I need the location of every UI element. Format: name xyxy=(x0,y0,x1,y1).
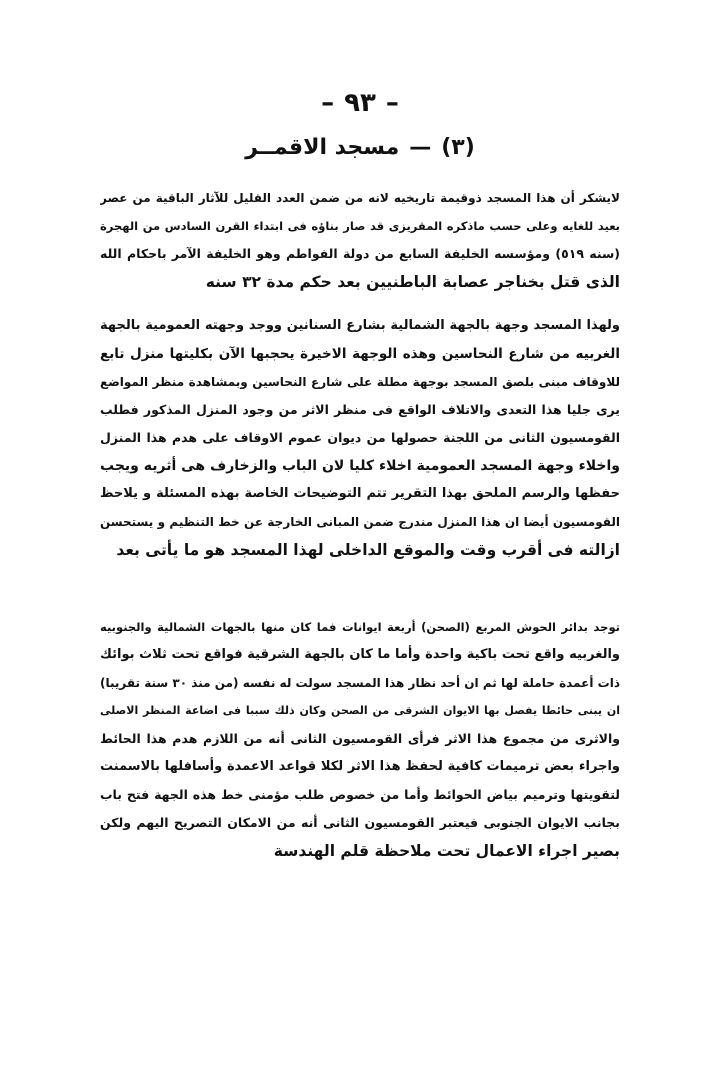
paragraph-line: للاوقاف مبنى بلصق المسجد بوجهة مطلة على شارع النحاسين وبمشاهدة منظر المواضع xyxy=(100,375,620,389)
paragraph-line: والغربيه واقع تحت باكية واحدة وأما ما كان بالجهة الشرقية فواقع تحت ثلاث بوائك xyxy=(100,647,620,662)
page-number xyxy=(0,88,720,118)
paragraph-line: لايشكر أن هذا المسجد ذوقيمة تاريخيه لانه من ضمن العدد القليل للآثار الباقية من عصر xyxy=(100,191,620,205)
paragraph-line: ولهذا المسجد وجهة بالجهة الشمالية بشارع السنانين ووجد وجهته العمومية بالجهة xyxy=(100,318,620,333)
paragraph-line: بعيد للغايه وعلى حسب ماذكره المقريزى قد صار بناؤه فى ابتداء القرن السادس من الهجرة xyxy=(100,219,620,233)
paragraph-line: ازالته فى أقرب وقت والموقع الداخلى لهذا المسجد هو ما يأتى بعد xyxy=(116,541,620,559)
paragraph-line: واجراء بعض ترميمات كافية لحفظ هذا الاثر لكلا قواعد الاعمدة وأسافلها بالاسمنت xyxy=(100,759,620,774)
paragraph-line: بجانب الايوان الجنوبى فيعتبر القومسيون الثانى أنه من الامكان التصريح اليهم ولكن xyxy=(100,815,620,830)
paragraph-3 xyxy=(100,613,620,865)
paragraph-line: القومسيون أيضا ان هذا المنزل مندرج ضمن المبانى الخارجة عن خط التنظيم و يستحسن xyxy=(100,515,620,529)
paragraph-line: لتقويتها وترميم بياض الحوائط وأما من خصوص طلب مؤمنى خط هذه الجهة فتح باب xyxy=(100,787,620,802)
page-number-dash-right: – xyxy=(385,88,399,118)
page-number-value: ٩٣ xyxy=(344,88,376,118)
page-number-dash-left: – xyxy=(321,88,335,118)
paragraph-line: ان يبنى حائطا يفصل بها الايوان الشرقى من الصحن وكان ذلك سببا فى اضاعة المنظر الاصلى xyxy=(100,704,620,717)
paragraph-line: القومسيون الثانى من اللجنة حصولها من ديوان عموم الاوقاف على هدم هذا المنزل xyxy=(100,430,620,445)
section-number: (٣) xyxy=(441,135,475,160)
paragraph-line: حفظها والرسم الملحق بهذا التقرير تتم التوضيحات الخاصة بهذه المسئلة و يلاحظ xyxy=(100,486,620,501)
paragraph-line: يرى جليا هذا التعدى والاتلاف الواقع فى منظر الاثر من وجود المنزل المذكور فطلب xyxy=(100,402,620,417)
section-title: مسجد الاقمــر xyxy=(245,135,400,160)
section-separator: — xyxy=(409,135,432,160)
paragraph-line: توجد بدائر الحوش المربع (الصحن) أربعة ايوانات فما كان منها بالجهات الشمالية والجنوبيه xyxy=(100,620,620,634)
paragraph-line: الغربيه من شارع النحاسين وهذه الوجهة الاخيرة يحجبها الآن بكليتها منزل تابع xyxy=(100,346,620,362)
section-heading xyxy=(0,135,720,160)
paragraph-line: بصير اجراء الاعمال تحت ملاحظة قلم الهندسة xyxy=(273,842,620,860)
paragraph-line: والاثرى من مجموع هذا الاثر فرأى القومسيون الثانى أنه من اللازم هدم هذا الحائط xyxy=(100,731,620,746)
paragraph-2 xyxy=(100,312,620,564)
paragraph-line: (سنه ٥١٩) ومؤسسه الخليفة السابع من دولة الفواطم وهو الخليفة الآمر باحكام الله xyxy=(100,246,620,261)
paragraph-1 xyxy=(100,184,620,296)
paragraph-line: واخلاء وجهة المسجد العمومية اخلاء كليا لان الباب والزخارف هى أثريه ويجب xyxy=(100,458,620,474)
paragraph-line: الذى قتل بخناجر عصابة الباطنيين بعد حكم مدة ٣٢ سنه xyxy=(205,273,620,291)
paragraph-line: ذات أعمدة حاملة لها ثم ان أحد نظار هذا المسجد سولت له نفسه (من منذ ٣٠ سنة تقريبا) xyxy=(100,676,620,690)
